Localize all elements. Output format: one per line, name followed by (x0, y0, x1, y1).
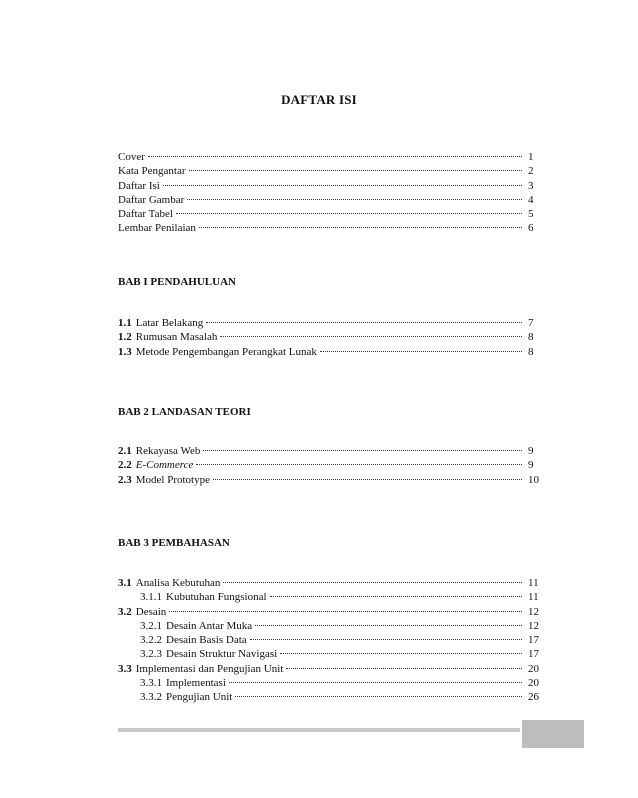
toc-label: Daftar Gambar (118, 193, 185, 206)
toc-label: Rekayasa Web (135, 445, 201, 457)
toc-number: 3.3.2 (140, 691, 162, 704)
leader-dots (163, 185, 522, 186)
toc-page-number: 26 (528, 691, 539, 704)
chapter-heading-bab2: BAB 2 LANDASAN TEORI (118, 406, 251, 418)
toc-entry-3-1[interactable] (118, 576, 548, 590)
leader-dots (206, 322, 522, 323)
toc-page-number: 3 (528, 179, 534, 192)
toc-page-number: 20 (528, 677, 539, 690)
leader-dots (223, 582, 522, 583)
leader-dots (220, 336, 522, 337)
toc-label: Latar Belakang (135, 317, 204, 329)
chapter-heading-bab3: BAB 3 PEMBAHASAN (118, 537, 230, 549)
toc-label: Daftar Tabel (118, 208, 173, 221)
toc-page-number: 10 (528, 473, 539, 486)
leader-dots (187, 199, 522, 200)
toc-number: 3.3 (118, 662, 132, 675)
toc-label: Daftar Isi (118, 179, 160, 192)
toc-entry-kata-pengantar[interactable] (118, 164, 548, 178)
toc-number: 2.1 (118, 445, 132, 457)
toc-entry-daftar-isi[interactable] (118, 179, 548, 193)
toc-label: Kubutuhan Fungsional (166, 591, 267, 604)
toc-number: 2.2 (118, 459, 132, 472)
leader-dots (169, 611, 522, 612)
toc-page-number: 1 (528, 151, 534, 163)
toc-label: Metode Pengembangan Perangkat Lunak (135, 345, 317, 358)
footer-rule (118, 728, 520, 732)
toc-entry-2-1[interactable] (118, 444, 548, 458)
toc-number: 1.2 (118, 331, 132, 344)
toc-label: Implementasi dan Pengujian Unit (135, 662, 284, 675)
toc-label: Desain Struktur Navigasi (166, 648, 278, 661)
toc-label: Pengujian Unit (166, 691, 233, 704)
toc-page-number: 9 (528, 459, 534, 472)
toc-page-number: 12 (528, 619, 539, 632)
toc-page-number: 2 (528, 165, 534, 178)
toc-entry-3-1-1[interactable] (118, 590, 548, 604)
toc-page-number: 11 (528, 591, 539, 604)
leader-dots (250, 639, 522, 640)
toc-number: 3.1.1 (140, 591, 162, 604)
toc-number: 1.1 (118, 317, 132, 329)
toc-label: Cover (118, 151, 145, 163)
leader-dots (320, 351, 522, 352)
toc-entry-3-2[interactable] (118, 605, 548, 619)
leader-dots (148, 156, 522, 157)
toc-entry-daftar-gambar[interactable] (118, 193, 548, 207)
toc-entry-3-2-3[interactable] (118, 647, 548, 661)
toc-number: 2.3 (118, 473, 132, 486)
toc-label: Desain Antar Muka (166, 619, 253, 632)
leader-dots (199, 227, 522, 228)
toc-page-number: 7 (528, 317, 534, 329)
toc-number: 1.3 (118, 345, 132, 358)
toc-page-number: 17 (528, 634, 539, 647)
leader-dots (280, 653, 522, 654)
toc-label: Implementasi (166, 677, 226, 690)
toc-page-number: 4 (528, 193, 534, 206)
bab2-list (118, 444, 548, 487)
toc-label: Kata Pengantar (118, 165, 186, 178)
toc-entry-2-3[interactable] (118, 473, 548, 487)
toc-page-number: 12 (528, 605, 539, 618)
chapter-heading-bab1: BAB I PENDAHULUAN (118, 276, 236, 288)
toc-number: 3.1 (118, 577, 132, 589)
toc-label: Rumusan Masalah (135, 331, 218, 344)
toc-label: Model Prototype (135, 473, 210, 486)
leader-dots (176, 213, 522, 214)
toc-entry-1-3[interactable] (118, 345, 548, 359)
front-matter-list (118, 150, 548, 236)
toc-label: Analisa Kebutuhan (135, 577, 221, 589)
toc-page-number: 11 (528, 577, 539, 589)
toc-page-number: 9 (528, 445, 534, 457)
toc-page-number: 5 (528, 208, 534, 221)
leader-dots (189, 170, 523, 171)
toc-entry-cover[interactable] (118, 150, 548, 164)
toc-label: Desain Basis Data (166, 634, 247, 647)
toc-entry-3-2-1[interactable] (118, 619, 548, 633)
toc-entry-2-2[interactable] (118, 458, 548, 472)
toc-entry-3-3-1[interactable] (118, 676, 548, 690)
toc-entry-1-2[interactable] (118, 330, 548, 344)
toc-entry-1-1[interactable] (118, 316, 548, 330)
toc-number: 3.3.1 (140, 677, 162, 690)
toc-entry-daftar-tabel[interactable] (118, 207, 548, 221)
toc-page-number: 8 (528, 345, 534, 358)
bab1-list (118, 316, 548, 359)
toc-number: 3.2 (118, 605, 132, 618)
leader-dots (235, 696, 522, 697)
toc-entry-3-3[interactable] (118, 662, 548, 676)
toc-entry-3-2-2[interactable] (118, 633, 548, 647)
toc-entry-lembar-penilaian[interactable] (118, 221, 548, 235)
toc-page-number: 20 (528, 662, 539, 675)
leader-dots (213, 479, 522, 480)
toc-page-number: 6 (528, 222, 534, 235)
toc-number: 3.2.3 (140, 648, 162, 661)
toc-number: 3.2.2 (140, 634, 162, 647)
toc-entry-3-3-2[interactable] (118, 690, 548, 704)
toc-page-number: 8 (528, 331, 534, 344)
leader-dots (255, 625, 522, 626)
leader-dots (286, 668, 522, 669)
footer-page-box (522, 720, 584, 748)
leader-dots (270, 596, 522, 597)
leader-dots (229, 682, 522, 683)
toc-page-number: 17 (528, 648, 539, 661)
leader-dots (203, 450, 522, 451)
leader-dots (196, 464, 522, 465)
bab3-list (118, 576, 548, 705)
page-title: DAFTAR ISI (281, 92, 357, 107)
toc-label: E-Commerce (135, 459, 194, 472)
toc-number: 3.2.1 (140, 619, 162, 632)
toc-label: Desain (135, 605, 167, 618)
toc-label: Lembar Penilaian (118, 222, 196, 235)
